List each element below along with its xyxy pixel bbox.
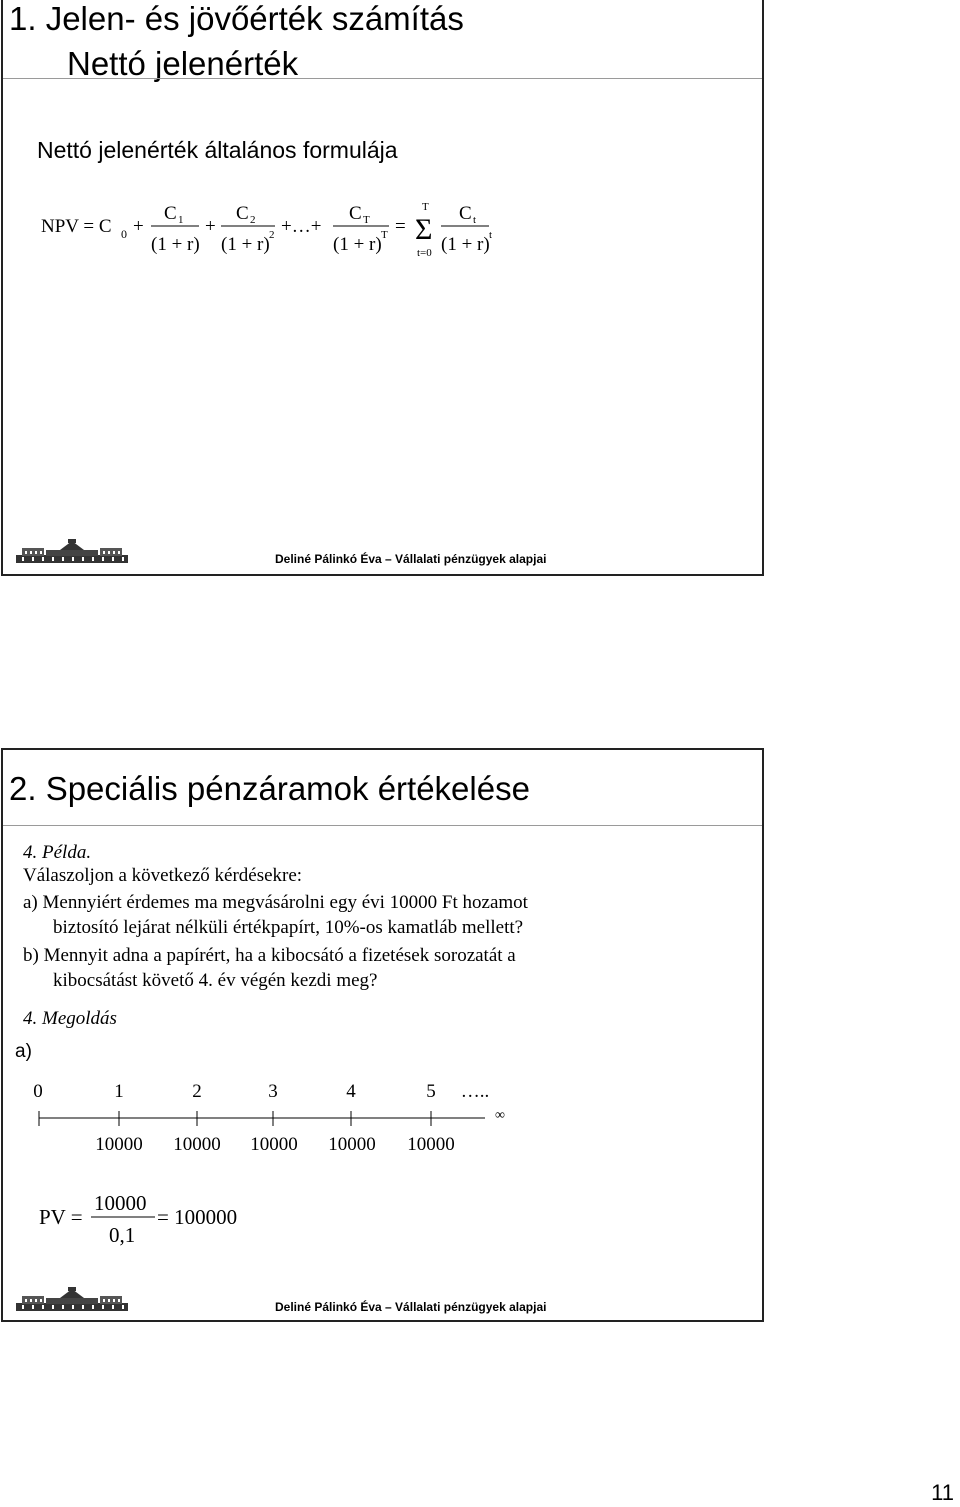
term-2-num-sub: 2: [250, 214, 256, 226]
cash-flow-value: 10000: [328, 1134, 376, 1155]
university-building-logo: [16, 539, 128, 565]
example-label: 4. Példa.: [23, 842, 92, 863]
university-building-logo: [16, 1287, 128, 1313]
term-T-den-exp: T: [381, 229, 388, 241]
term-T-denominator: (1 + r): [333, 234, 382, 255]
sum-lower: t=0: [417, 247, 432, 259]
c0-subscript: 0: [121, 227, 127, 241]
pv-result: = 100000: [157, 1205, 238, 1229]
slide-2-footer: Deliné Pálinkó Éva – Vállalati pénzügyek alapjai: [275, 1300, 547, 1314]
period-ellipsis: …..: [460, 1081, 490, 1102]
title-underline: [3, 78, 762, 79]
sum-upper: T: [422, 201, 429, 213]
slide-1-subtitle: Nettó jelenérték általános formulája: [37, 137, 398, 163]
sum-term-num-sub: t: [473, 214, 477, 226]
equals: =: [395, 216, 406, 237]
slide-1-footer: Deliné Pálinkó Éva – Vállalati pénzügyek alapjai: [275, 552, 547, 566]
pv-formula: [37, 1186, 257, 1250]
sum-term-numerator: C: [459, 203, 472, 224]
period-label: 5: [426, 1081, 436, 1102]
plus-1: +: [133, 216, 144, 237]
npv-formula: [39, 196, 509, 266]
cash-flow-value: 10000: [173, 1134, 221, 1155]
slide-2: [1, 748, 764, 1322]
question-b-line-1: b) Mennyit adna a papírért, ha a kibocsátó a fizetések sorozatát a: [23, 945, 516, 966]
slide-1-title-line-1: 1. Jelen- és jövőérték számítás: [9, 0, 464, 37]
infinity-icon: ∞: [495, 1108, 505, 1123]
term-1-numerator: C: [164, 203, 177, 224]
ellipsis: +…+: [281, 216, 322, 237]
slide-2-title: 2. Speciális pénzáramok értékelése: [9, 770, 530, 807]
cash-flow-value: 10000: [407, 1134, 455, 1155]
cash-flow-value: 10000: [250, 1134, 298, 1155]
npv-lhs: NPV = C: [41, 216, 112, 237]
period-label: 1: [114, 1081, 124, 1102]
sigma-icon: Σ: [415, 213, 433, 246]
question-a-line-2: biztosító lejárat nélküli értékpapírt, 10%-os kamatláb mellett?: [53, 917, 524, 938]
term-2-den-exp: 2: [269, 229, 275, 241]
plus-2: +: [205, 216, 216, 237]
sum-term-denominator: (1 + r): [441, 234, 490, 255]
part-a-label: a): [15, 1041, 32, 1062]
example-intro: Válaszoljon a következő kérdésekre:: [23, 865, 303, 886]
period-label: 3: [268, 1081, 278, 1102]
title-underline: [3, 825, 762, 826]
slide-1: [1, 0, 764, 576]
term-1-denominator: (1 + r): [151, 234, 200, 255]
term-1-num-sub: 1: [178, 214, 184, 226]
pv-denominator: 0,1: [109, 1223, 136, 1247]
term-T-numerator: C: [349, 203, 362, 224]
slide-1-title-line-2: Nettó jelenérték: [67, 45, 299, 82]
page-number: 11: [931, 1480, 954, 1505]
cash-flow-value: 10000: [95, 1134, 143, 1155]
term-2-numerator: C: [236, 203, 249, 224]
question-b-line-2: kibocsátást követő 4. év végén kezdi meg?: [53, 970, 378, 991]
term-T-num-sub: T: [363, 214, 370, 226]
solution-label: 4. Megoldás: [23, 1008, 117, 1029]
sum-term-den-exp: t: [489, 229, 493, 241]
term-2-denominator: (1 + r): [221, 234, 270, 255]
period-label: 0: [33, 1081, 43, 1102]
pv-numerator: 10000: [94, 1191, 147, 1215]
question-a-line-1: a) Mennyiért érdemes ma megvásárolni egy évi 10000 Ft hozamot: [23, 892, 528, 913]
period-label: 4: [346, 1081, 356, 1102]
period-label: 2: [192, 1081, 202, 1102]
pv-lhs: PV =: [39, 1205, 83, 1229]
timeline-axis: [33, 1106, 493, 1136]
